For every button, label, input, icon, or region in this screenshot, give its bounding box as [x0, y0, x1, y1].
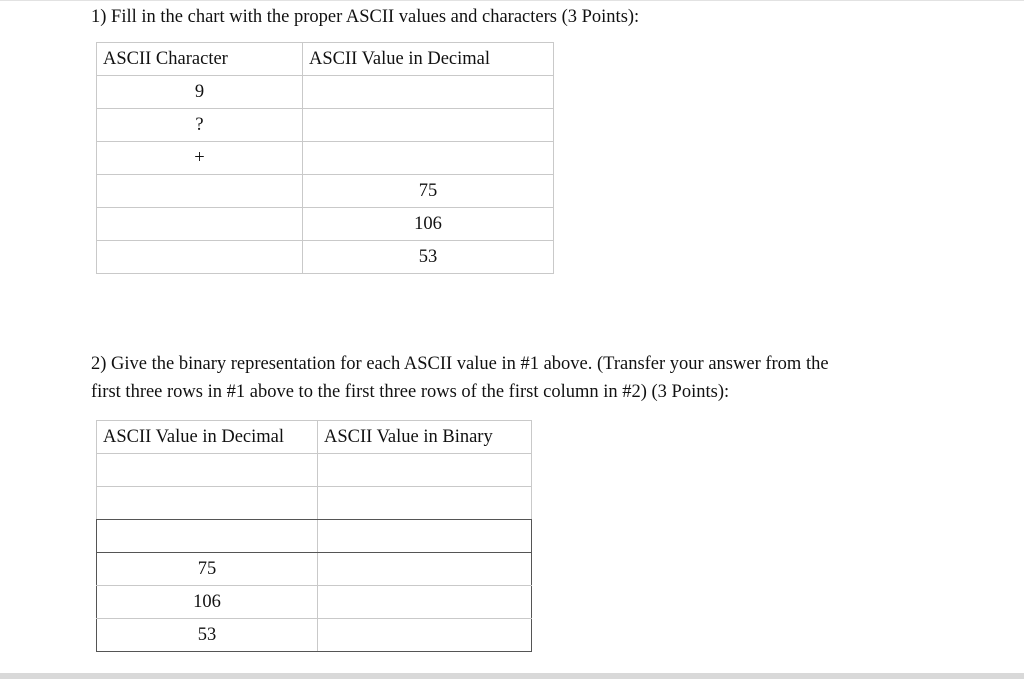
cell-decimal[interactable]: 75 — [303, 175, 554, 208]
table-row — [97, 241, 554, 274]
cell-binary[interactable] — [318, 553, 532, 586]
table-header-row — [97, 421, 532, 454]
header-ascii-decimal: ASCII Value in Decimal — [97, 421, 318, 454]
cell-character[interactable]: + — [97, 142, 303, 175]
ascii-chart-table — [96, 42, 554, 274]
table-row — [97, 553, 532, 586]
cell-decimal[interactable] — [303, 109, 554, 142]
cell-decimal[interactable]: 53 — [97, 619, 318, 652]
table-row — [97, 208, 554, 241]
cell-character[interactable] — [97, 175, 303, 208]
cell-decimal[interactable] — [303, 76, 554, 109]
cell-binary[interactable] — [318, 520, 532, 553]
cell-character[interactable] — [97, 241, 303, 274]
cell-binary[interactable] — [318, 619, 532, 652]
cell-character[interactable]: ? — [97, 109, 303, 142]
cell-decimal[interactable]: 106 — [303, 208, 554, 241]
question-2-text-line-1: 2) Give the binary representation for each ASCII value in #1 above. (Transfer your answer from the — [91, 354, 829, 374]
question-1-text: 1) Fill in the chart with the proper ASCII values and characters (3 Points): — [91, 7, 640, 27]
cell-decimal[interactable]: 53 — [303, 241, 554, 274]
table-row — [97, 175, 554, 208]
cell-binary[interactable] — [318, 487, 532, 520]
cell-decimal[interactable]: 106 — [97, 586, 318, 619]
cell-character[interactable]: 9 — [97, 76, 303, 109]
cell-decimal[interactable] — [97, 487, 318, 520]
cell-decimal[interactable] — [97, 454, 318, 487]
header-ascii-character: ASCII Character — [97, 43, 303, 76]
table-row — [97, 487, 532, 520]
header-ascii-decimal: ASCII Value in Decimal — [303, 43, 554, 76]
cell-binary[interactable] — [318, 454, 532, 487]
table-row — [97, 109, 554, 142]
header-ascii-binary: ASCII Value in Binary — [318, 421, 532, 454]
table-row — [97, 142, 554, 175]
question-2-text-line-2: first three rows in #1 above to the first three rows of the first column in #2) (3 Points): — [91, 382, 730, 402]
table-row — [97, 520, 532, 553]
cell-decimal[interactable] — [303, 142, 554, 175]
cell-decimal[interactable] — [97, 520, 318, 553]
top-divider — [0, 0, 1024, 1]
table-row — [97, 619, 532, 652]
table-header-row — [97, 43, 554, 76]
cell-decimal[interactable]: 75 — [97, 553, 318, 586]
table-row — [97, 454, 532, 487]
binary-chart-table — [96, 420, 532, 652]
cell-binary[interactable] — [318, 586, 532, 619]
bottom-scroll-bar — [0, 673, 1024, 679]
cell-character[interactable] — [97, 208, 303, 241]
table-row — [97, 586, 532, 619]
table-row — [97, 76, 554, 109]
